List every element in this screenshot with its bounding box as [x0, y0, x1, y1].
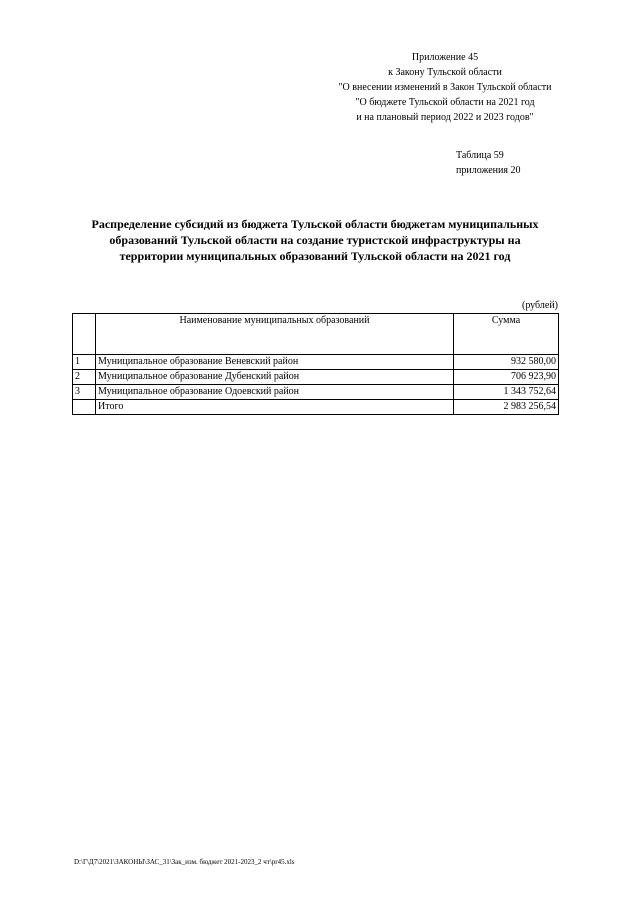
- annex-header: [330, 50, 560, 125]
- table-header-row: [73, 314, 559, 355]
- total-label: Итого: [96, 400, 454, 415]
- row-name: Муниципальное образование Одоевский район: [96, 385, 454, 400]
- row-num: 1: [73, 355, 96, 370]
- annex-line: "О бюджете Тульской области на 2021 год: [355, 97, 535, 108]
- row-sum: 932 580,00: [454, 355, 559, 370]
- table-total-row: [73, 400, 559, 415]
- annex-line: "О внесении изменений в Закон Тульской области: [338, 82, 552, 93]
- row-num: 2: [73, 370, 96, 385]
- subsidy-table: [72, 313, 559, 415]
- table-ref-line: приложения 20: [456, 165, 521, 176]
- row-name: Муниципальное образование Дубенский район: [96, 370, 454, 385]
- row-name: Муниципальное образование Веневский район: [96, 355, 454, 370]
- table-ref-line: Таблица 59: [456, 150, 504, 161]
- header-name: Наименование муниципальных образований: [96, 314, 454, 355]
- header-sum: Сумма: [454, 314, 559, 355]
- table-row: [73, 385, 559, 400]
- annex-line: Приложение 45: [411, 52, 479, 63]
- file-path-footer: D:\Г\Д7\2021\ЗАКОНЫ\ЗАС_31\Зак_изм. бюджет 2021-2023_2 чт\pr45.xls: [74, 858, 295, 866]
- total-num: [73, 400, 96, 415]
- table-row: [73, 355, 559, 370]
- header-num: [73, 314, 96, 355]
- document-title: [60, 216, 570, 264]
- table-row: [73, 370, 559, 385]
- title-line: образований Тульской области на создание туристской инфраструктуры на: [109, 233, 521, 247]
- row-sum: 1 343 752,64: [454, 385, 559, 400]
- unit-label: (рублей): [521, 300, 558, 311]
- annex-line: и на плановый период 2022 и 2023 годов": [356, 112, 534, 123]
- title-line: Распределение субсидий из бюджета Тульской области бюджетам муниципальных: [91, 217, 539, 231]
- table-reference: [456, 148, 520, 178]
- row-num: 3: [73, 385, 96, 400]
- annex-line: к Закону Тульской области: [388, 67, 502, 78]
- total-sum: 2 983 256,54: [454, 400, 559, 415]
- title-line: территории муниципальных образований Тульской области на 2021 год: [119, 249, 511, 263]
- row-sum: 706 923,90: [454, 370, 559, 385]
